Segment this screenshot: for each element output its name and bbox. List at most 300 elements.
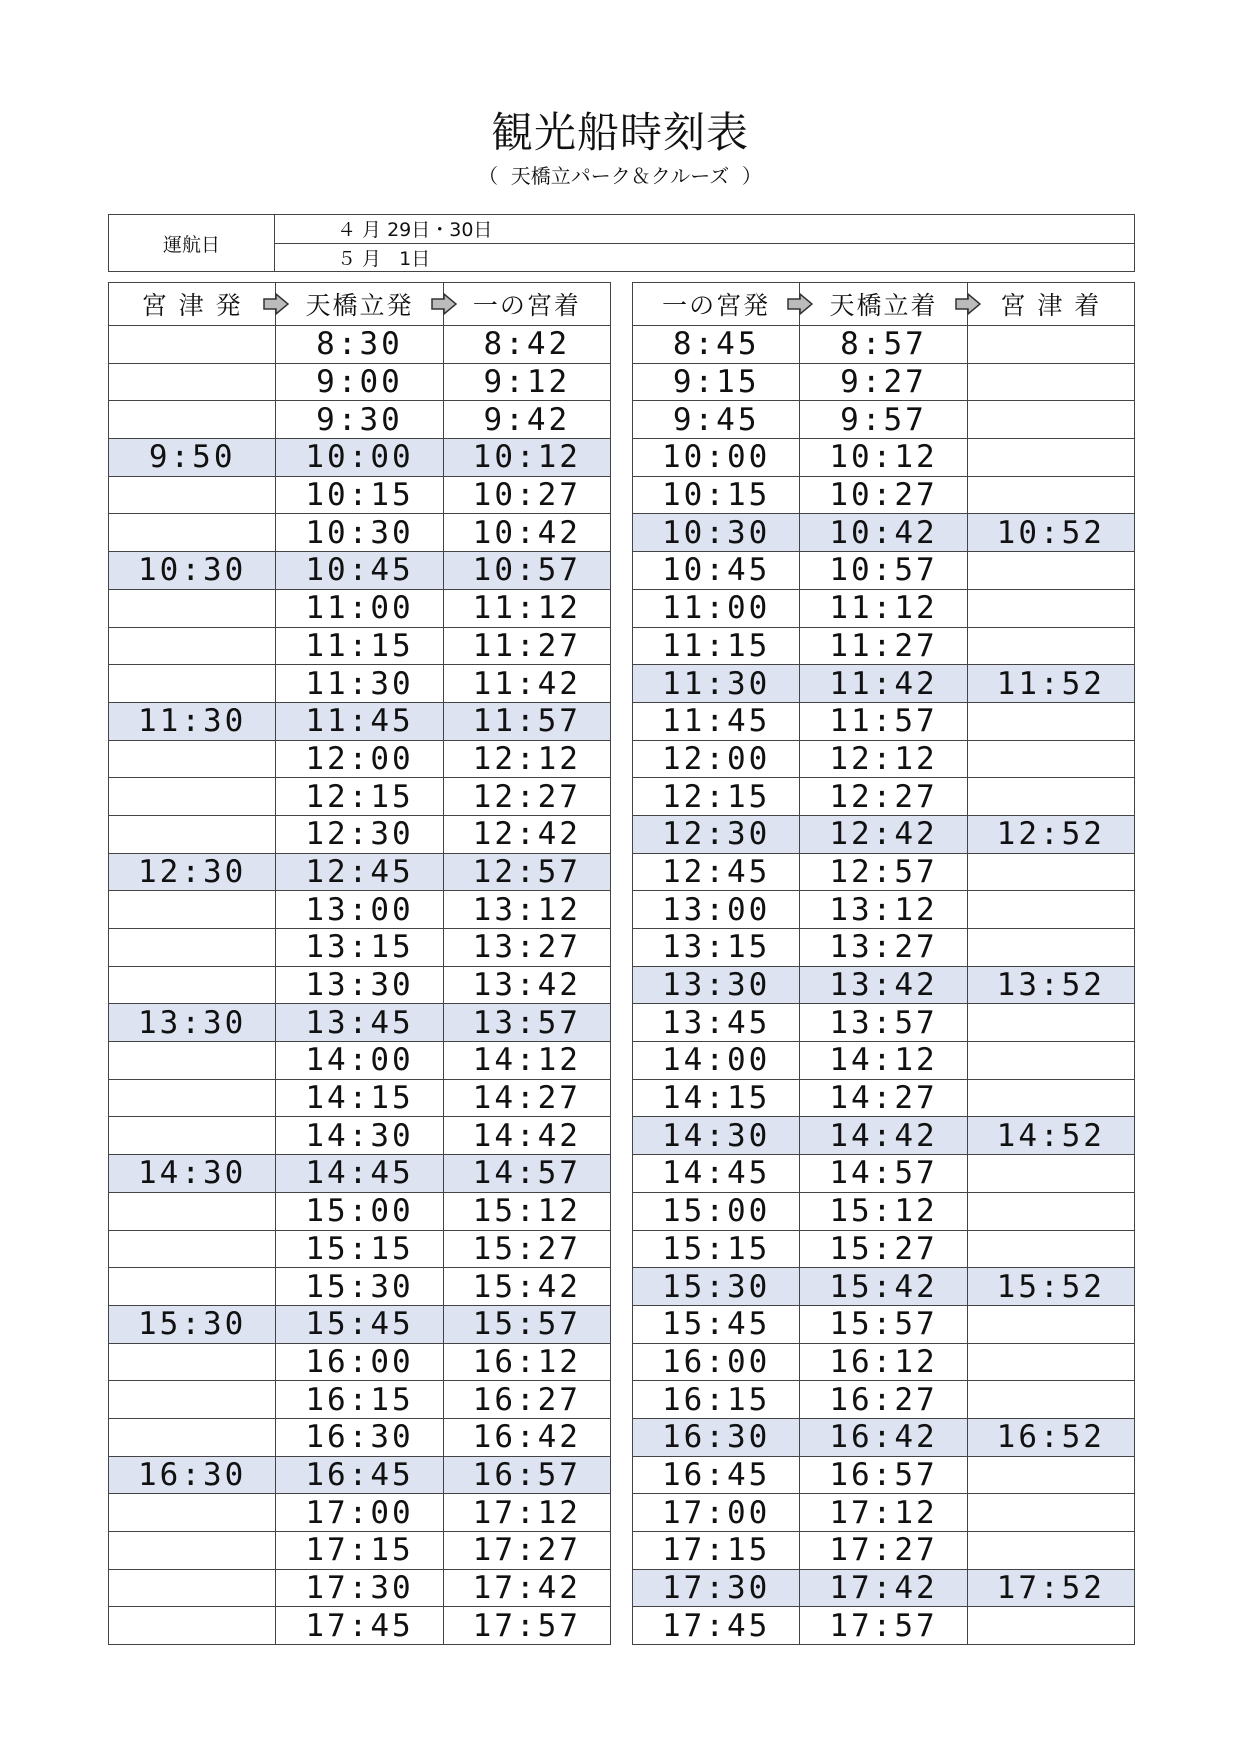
table-row: [109, 1305, 611, 1343]
table-row: [633, 891, 1135, 929]
table-row: [633, 740, 1135, 778]
time-cell: [109, 929, 276, 967]
table-row: [109, 552, 611, 590]
time-cell: 9:12: [443, 363, 610, 401]
time-cell: 14:57: [800, 1155, 967, 1193]
time-cell: [967, 589, 1134, 627]
table-row: [633, 589, 1135, 627]
time-cell: [967, 853, 1134, 891]
table-row: [633, 1117, 1135, 1155]
time-cell: 10:57: [800, 552, 967, 590]
time-cell: 17:27: [800, 1532, 967, 1570]
time-cell: 16:00: [276, 1343, 443, 1381]
table-row: [633, 1230, 1135, 1268]
time-cell: 10:12: [800, 439, 967, 477]
time-cell: [109, 665, 276, 703]
table-row: [633, 514, 1135, 552]
time-cell: 16:15: [633, 1381, 800, 1419]
time-cell: 14:30: [633, 1117, 800, 1155]
time-cell: 11:30: [109, 702, 276, 740]
time-cell: 11:00: [633, 589, 800, 627]
time-cell: 17:00: [276, 1494, 443, 1532]
table-row: [109, 401, 611, 439]
time-cell: 13:30: [633, 966, 800, 1004]
header-amanohashidate-arrive: 天橋立着: [800, 283, 967, 326]
time-cell: [109, 401, 276, 439]
table-row: [109, 1418, 611, 1456]
time-cell: 10:15: [633, 476, 800, 514]
time-cell: 10:42: [800, 514, 967, 552]
table-row: [633, 815, 1135, 853]
time-cell: 11:52: [967, 665, 1134, 703]
time-cell: 15:00: [276, 1192, 443, 1230]
time-cell: [967, 326, 1134, 364]
time-cell: 14:27: [800, 1079, 967, 1117]
table-row: [109, 1532, 611, 1570]
time-cell: 12:42: [443, 815, 610, 853]
table-row: [633, 1042, 1135, 1080]
time-cell: 17:42: [443, 1569, 610, 1607]
time-cell: 11:30: [276, 665, 443, 703]
time-cell: [109, 1418, 276, 1456]
table-row: [109, 665, 611, 703]
table-row: [633, 627, 1135, 665]
time-cell: 11:57: [800, 702, 967, 740]
time-cell: [109, 1569, 276, 1607]
time-cell: 8:42: [443, 326, 610, 364]
time-cell: 17:42: [800, 1569, 967, 1607]
operating-days-line2: ５ 月 1日: [275, 243, 1135, 272]
time-cell: [967, 1532, 1134, 1570]
time-cell: 12:42: [800, 815, 967, 853]
time-cell: 12:45: [276, 853, 443, 891]
time-cell: 11:00: [276, 589, 443, 627]
time-cell: 12:57: [800, 853, 967, 891]
table-row: [633, 1381, 1135, 1419]
table-row: [633, 1607, 1135, 1645]
table-row: [109, 891, 611, 929]
time-cell: 11:15: [276, 627, 443, 665]
table-row: [109, 1192, 611, 1230]
time-cell: 14:30: [276, 1117, 443, 1155]
time-cell: [109, 740, 276, 778]
time-cell: [967, 778, 1134, 816]
time-cell: 14:30: [109, 1155, 276, 1193]
time-cell: 17:45: [633, 1607, 800, 1645]
time-cell: 13:45: [633, 1004, 800, 1042]
time-cell: [967, 1155, 1134, 1193]
table-row: [109, 853, 611, 891]
time-cell: 10:30: [633, 514, 800, 552]
time-cell: 14:45: [276, 1155, 443, 1193]
table-row: [109, 929, 611, 967]
time-cell: 15:52: [967, 1268, 1134, 1306]
table-row: [109, 778, 611, 816]
time-cell: 16:27: [800, 1381, 967, 1419]
time-cell: 10:15: [276, 476, 443, 514]
time-cell: 10:27: [800, 476, 967, 514]
time-cell: 10:45: [633, 552, 800, 590]
time-cell: 16:52: [967, 1418, 1134, 1456]
table-row: [633, 1494, 1135, 1532]
time-cell: 16:42: [443, 1418, 610, 1456]
time-cell: 13:27: [443, 929, 610, 967]
page-subtitle: （ 天橋立パーク＆クルーズ ）: [478, 164, 762, 188]
header-ichinomiya-arrive: 一の宮着: [443, 283, 610, 326]
time-cell: [967, 1230, 1134, 1268]
time-cell: 11:57: [443, 702, 610, 740]
time-cell: [967, 929, 1134, 967]
header-miyazu-depart: 宮 津 発: [109, 283, 276, 326]
time-cell: 13:00: [633, 891, 800, 929]
time-cell: [109, 476, 276, 514]
time-cell: 11:45: [633, 702, 800, 740]
table-row: [109, 1607, 611, 1645]
time-cell: [109, 1268, 276, 1306]
table-row: [109, 476, 611, 514]
time-cell: 12:30: [109, 853, 276, 891]
time-cell: [109, 363, 276, 401]
time-cell: 9:30: [276, 401, 443, 439]
table-row: [109, 1456, 611, 1494]
time-cell: 10:27: [443, 476, 610, 514]
time-cell: 15:27: [800, 1230, 967, 1268]
time-cell: [967, 740, 1134, 778]
time-cell: 12:57: [443, 853, 610, 891]
table-row: [109, 589, 611, 627]
time-cell: 11:42: [443, 665, 610, 703]
time-cell: [109, 778, 276, 816]
time-cell: 11:27: [443, 627, 610, 665]
time-cell: 12:27: [800, 778, 967, 816]
time-cell: 9:45: [633, 401, 800, 439]
time-cell: [109, 1607, 276, 1645]
time-cell: [967, 627, 1134, 665]
time-cell: 13:42: [443, 966, 610, 1004]
operating-days-table: [108, 214, 1135, 272]
time-cell: [109, 1532, 276, 1570]
time-cell: 12:12: [800, 740, 967, 778]
table-row: [633, 1569, 1135, 1607]
time-cell: 15:00: [633, 1192, 800, 1230]
time-cell: [109, 514, 276, 552]
table-row: [633, 1532, 1135, 1570]
time-cell: 17:12: [443, 1494, 610, 1532]
time-cell: 14:00: [276, 1042, 443, 1080]
time-cell: [109, 627, 276, 665]
table-header-row: [633, 283, 1135, 326]
time-cell: 14:12: [800, 1042, 967, 1080]
time-cell: 12:45: [633, 853, 800, 891]
time-cell: 14:15: [276, 1079, 443, 1117]
time-cell: 15:45: [276, 1305, 443, 1343]
table-row: [633, 1305, 1135, 1343]
table-row: [109, 966, 611, 1004]
time-cell: 13:45: [276, 1004, 443, 1042]
time-cell: 13:30: [276, 966, 443, 1004]
table-row: [109, 326, 611, 364]
time-cell: 13:57: [800, 1004, 967, 1042]
time-cell: 16:57: [443, 1456, 610, 1494]
operating-days-line1: ４ 月 29日・30日: [275, 215, 1135, 244]
time-cell: 13:15: [276, 929, 443, 967]
time-cell: 17:45: [276, 1607, 443, 1645]
time-cell: [109, 1117, 276, 1155]
table-row: [109, 1042, 611, 1080]
time-cell: 9:50: [109, 439, 276, 477]
table-row: [109, 1569, 611, 1607]
time-cell: 11:12: [443, 589, 610, 627]
time-cell: 16:15: [276, 1381, 443, 1419]
table-row: [109, 514, 611, 552]
time-cell: [109, 1494, 276, 1532]
time-cell: [109, 1381, 276, 1419]
time-cell: 16:45: [276, 1456, 443, 1494]
table-row: [109, 1494, 611, 1532]
time-cell: [109, 589, 276, 627]
time-cell: [109, 1343, 276, 1381]
time-cell: 10:30: [109, 552, 276, 590]
table-row: [109, 740, 611, 778]
time-cell: 10:00: [633, 439, 800, 477]
time-cell: [109, 1192, 276, 1230]
time-cell: 15:45: [633, 1305, 800, 1343]
time-cell: 12:15: [276, 778, 443, 816]
time-cell: 14:57: [443, 1155, 610, 1193]
page-title: 観光船時刻表: [490, 108, 749, 157]
time-cell: 15:30: [633, 1268, 800, 1306]
table-row: [633, 1192, 1135, 1230]
time-cell: [967, 476, 1134, 514]
time-cell: 14:52: [967, 1117, 1134, 1155]
table-row: [109, 1343, 611, 1381]
time-cell: 13:42: [800, 966, 967, 1004]
time-cell: [109, 1230, 276, 1268]
table-row: [633, 1155, 1135, 1193]
departure-timetable-right: [632, 282, 1135, 1645]
time-cell: 15:30: [276, 1268, 443, 1306]
table-row: [633, 401, 1135, 439]
time-cell: 12:15: [633, 778, 800, 816]
time-cell: [967, 1305, 1134, 1343]
time-cell: [967, 401, 1134, 439]
time-cell: [967, 552, 1134, 590]
time-cell: 14:12: [443, 1042, 610, 1080]
time-cell: [109, 815, 276, 853]
time-cell: 17:00: [633, 1494, 800, 1532]
table-row: [633, 1418, 1135, 1456]
time-cell: 11:45: [276, 702, 443, 740]
time-cell: 10:52: [967, 514, 1134, 552]
time-cell: 16:00: [633, 1343, 800, 1381]
time-cell: 8:45: [633, 326, 800, 364]
time-cell: 9:27: [800, 363, 967, 401]
time-cell: 11:15: [633, 627, 800, 665]
time-cell: 16:30: [109, 1456, 276, 1494]
time-cell: [109, 966, 276, 1004]
time-cell: 17:30: [276, 1569, 443, 1607]
time-cell: 12:00: [276, 740, 443, 778]
table-row: [109, 1004, 611, 1042]
table-row: [633, 966, 1135, 1004]
arrow-right-icon: [263, 293, 289, 315]
header-ichinomiya-depart: 一の宮発: [633, 283, 800, 326]
time-cell: 13:15: [633, 929, 800, 967]
table-row: [633, 439, 1135, 477]
table-row: [633, 552, 1135, 590]
arrow-right-icon: [787, 293, 813, 315]
time-cell: 15:57: [800, 1305, 967, 1343]
time-cell: 17:57: [443, 1607, 610, 1645]
time-cell: 13:30: [109, 1004, 276, 1042]
time-cell: [967, 1192, 1134, 1230]
time-cell: [967, 1381, 1134, 1419]
time-cell: 14:00: [633, 1042, 800, 1080]
header-miyazu-arrive: 宮 津 着: [967, 283, 1134, 326]
time-cell: 11:12: [800, 589, 967, 627]
time-cell: 16:27: [443, 1381, 610, 1419]
time-cell: 14:42: [800, 1117, 967, 1155]
time-cell: [967, 1079, 1134, 1117]
time-cell: 12:30: [276, 815, 443, 853]
time-cell: [109, 326, 276, 364]
time-cell: [967, 1607, 1134, 1645]
time-cell: 15:27: [443, 1230, 610, 1268]
table-row: [633, 1079, 1135, 1117]
time-cell: 12:52: [967, 815, 1134, 853]
table-row: [633, 326, 1135, 364]
time-cell: 17:15: [276, 1532, 443, 1570]
time-cell: 10:00: [276, 439, 443, 477]
time-cell: 17:52: [967, 1569, 1134, 1607]
time-cell: 15:57: [443, 1305, 610, 1343]
time-cell: 10:45: [276, 552, 443, 590]
time-cell: 8:30: [276, 326, 443, 364]
time-cell: 10:57: [443, 552, 610, 590]
table-row: [109, 439, 611, 477]
time-cell: 12:00: [633, 740, 800, 778]
time-cell: [967, 1004, 1134, 1042]
table-row: [109, 815, 611, 853]
departure-timetable-left: [108, 282, 611, 1645]
time-cell: 13:52: [967, 966, 1134, 1004]
time-cell: [967, 1042, 1134, 1080]
time-cell: 14:15: [633, 1079, 800, 1117]
time-cell: 9:15: [633, 363, 800, 401]
time-cell: [967, 702, 1134, 740]
time-cell: 8:57: [800, 326, 967, 364]
time-cell: 12:30: [633, 815, 800, 853]
table-row: [109, 1230, 611, 1268]
time-cell: 11:27: [800, 627, 967, 665]
time-cell: 13:12: [800, 891, 967, 929]
time-cell: 11:30: [633, 665, 800, 703]
time-cell: 15:15: [633, 1230, 800, 1268]
table-row: [109, 627, 611, 665]
table-row: [633, 1004, 1135, 1042]
time-cell: 14:27: [443, 1079, 610, 1117]
table-row: [109, 1155, 611, 1193]
table-row: [109, 1381, 611, 1419]
table-row: [633, 1456, 1135, 1494]
table-row: [109, 702, 611, 740]
time-cell: 13:27: [800, 929, 967, 967]
table-row: [109, 1117, 611, 1155]
table-row: [633, 476, 1135, 514]
time-cell: [109, 891, 276, 929]
arrow-right-icon: [431, 293, 457, 315]
time-cell: 17:57: [800, 1607, 967, 1645]
time-cell: [109, 1079, 276, 1117]
time-cell: 13:12: [443, 891, 610, 929]
time-cell: 16:30: [276, 1418, 443, 1456]
header-amanohashidate-depart: 天橋立発: [276, 283, 443, 326]
table-row: [109, 1079, 611, 1117]
table-row: [633, 778, 1135, 816]
arrow-right-icon: [955, 293, 981, 315]
time-cell: 12:27: [443, 778, 610, 816]
table-row: [109, 1268, 611, 1306]
table-row: [633, 1268, 1135, 1306]
time-cell: 13:57: [443, 1004, 610, 1042]
time-cell: 16:12: [443, 1343, 610, 1381]
table-row: [633, 1343, 1135, 1381]
table-row: [109, 363, 611, 401]
time-cell: 17:30: [633, 1569, 800, 1607]
time-cell: 17:27: [443, 1532, 610, 1570]
time-cell: [967, 1343, 1134, 1381]
time-cell: 9:42: [443, 401, 610, 439]
time-cell: 16:30: [633, 1418, 800, 1456]
time-cell: [109, 1042, 276, 1080]
time-cell: 9:00: [276, 363, 443, 401]
time-cell: 12:12: [443, 740, 610, 778]
time-cell: 11:42: [800, 665, 967, 703]
time-cell: 15:12: [800, 1192, 967, 1230]
time-cell: 15:42: [443, 1268, 610, 1306]
table-header-row: [109, 283, 611, 326]
time-cell: 17:15: [633, 1532, 800, 1570]
time-cell: [967, 439, 1134, 477]
time-cell: 10:30: [276, 514, 443, 552]
time-cell: [967, 1494, 1134, 1532]
operating-days-label: 運航日: [109, 215, 275, 272]
table-row: [633, 363, 1135, 401]
time-cell: 16:12: [800, 1343, 967, 1381]
time-cell: 16:42: [800, 1418, 967, 1456]
time-cell: 10:42: [443, 514, 610, 552]
time-cell: 10:12: [443, 439, 610, 477]
time-cell: 15:30: [109, 1305, 276, 1343]
time-cell: 9:57: [800, 401, 967, 439]
table-row: [633, 929, 1135, 967]
table-row: [633, 853, 1135, 891]
time-cell: 14:42: [443, 1117, 610, 1155]
time-cell: 14:45: [633, 1155, 800, 1193]
time-cell: 17:12: [800, 1494, 967, 1532]
time-cell: 16:57: [800, 1456, 967, 1494]
time-cell: 16:45: [633, 1456, 800, 1494]
time-cell: 15:42: [800, 1268, 967, 1306]
time-cell: [967, 891, 1134, 929]
time-cell: [967, 1456, 1134, 1494]
table-row: [633, 702, 1135, 740]
time-cell: [967, 363, 1134, 401]
time-cell: 15:12: [443, 1192, 610, 1230]
time-cell: 15:15: [276, 1230, 443, 1268]
time-cell: 13:00: [276, 891, 443, 929]
table-row: [633, 665, 1135, 703]
